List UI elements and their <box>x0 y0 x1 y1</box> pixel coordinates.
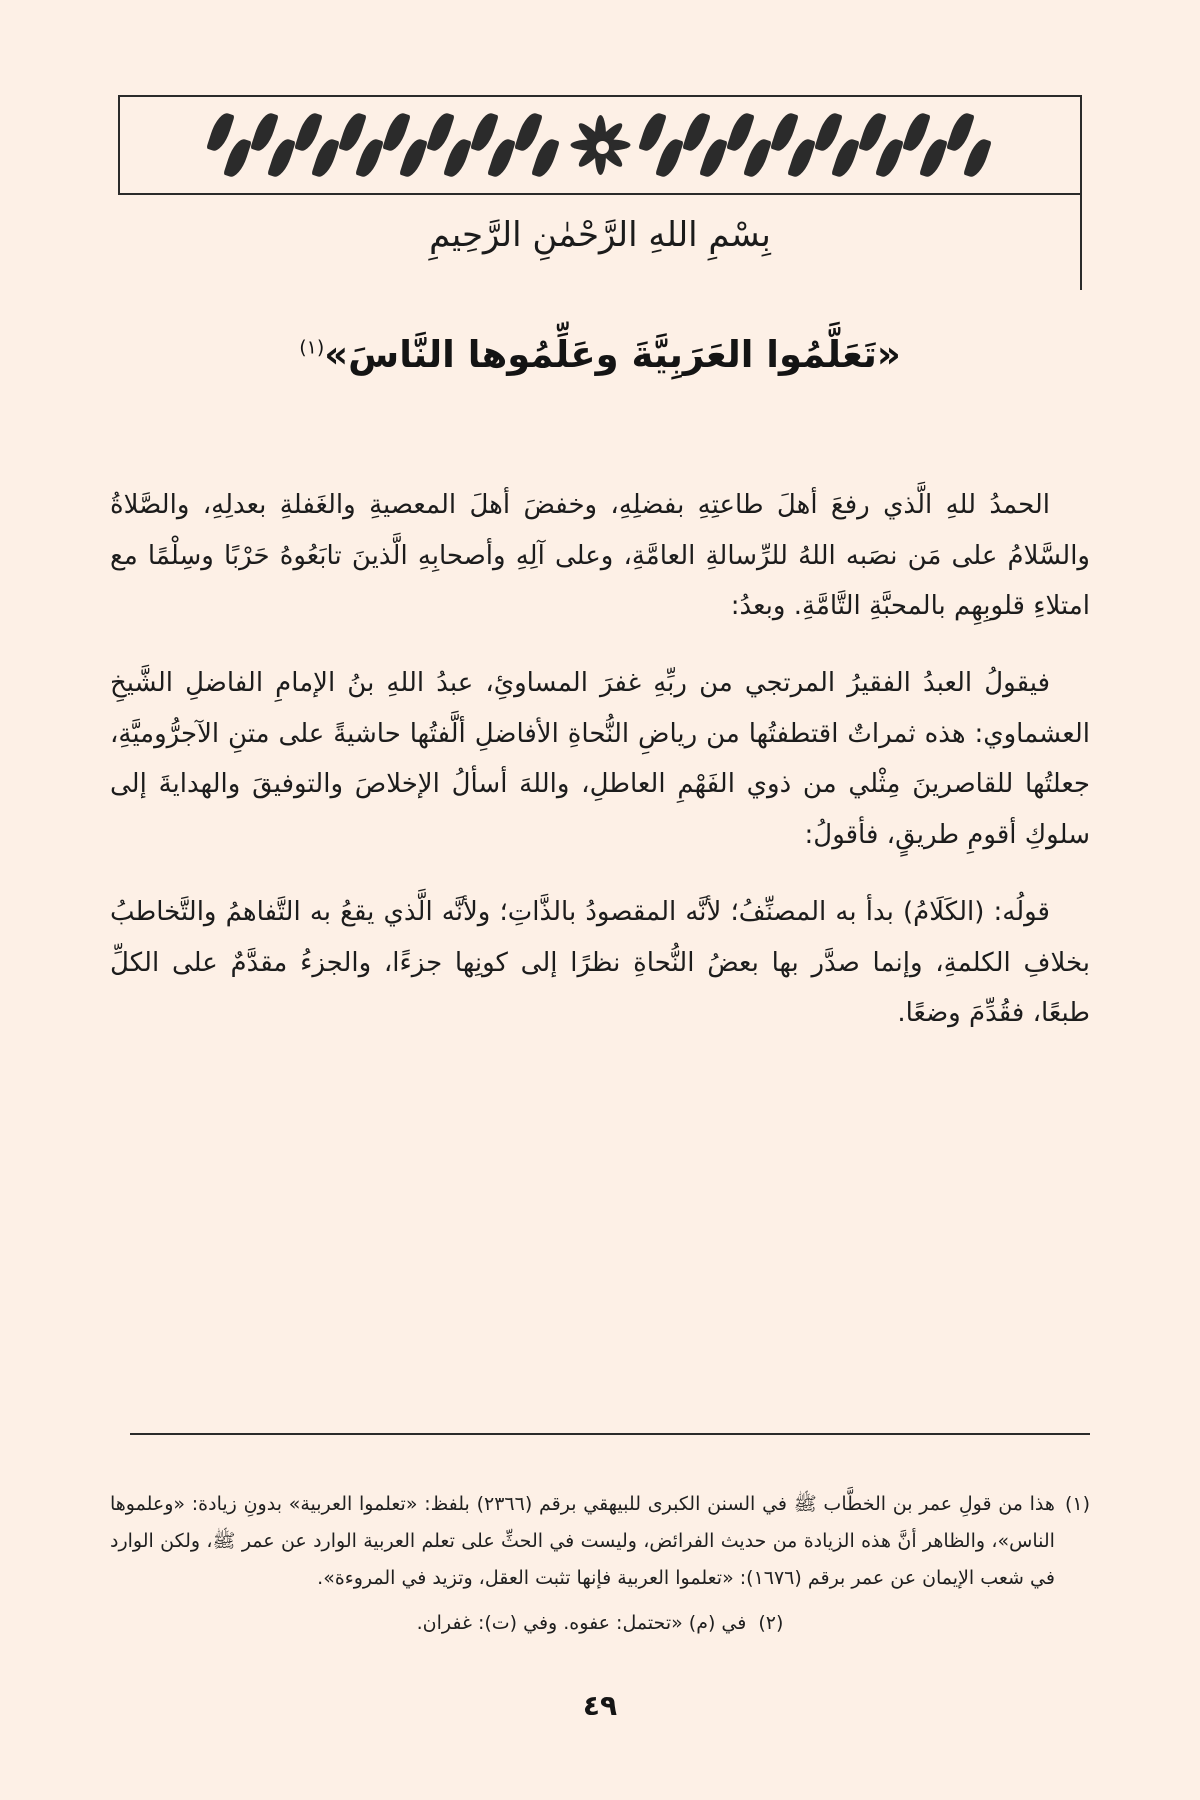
basmala-calligraphy: بِسْمِ اللهِ الرَّحْمٰنِ الرَّحِيمِ <box>429 215 771 255</box>
ornament-row <box>120 97 1080 193</box>
paragraph-1: الحمدُ للهِ الَّذي رفعَ أهلَ طاعتِهِ بفضلِهِ، وخفضَ أهلَ المعصيةِ والغَفلةِ بعدلِهِ، والصَّلاةُ والسَّلامُ على مَن نصَبه اللهُ للرِّسالةِ العامَّةِ، وعلى آلِهِ وأصحابِهِ الَّذينَ تابَعُوهُ حَرْبًا وسِلْمًا مع امتلاءِ قلوبِهِم بالمحبَّةِ التَّامَّةِ. وبعدُ: <box>110 490 1090 622</box>
footnote-marker: (٢) <box>758 1611 784 1634</box>
footnote-marker: (١) <box>1064 1492 1090 1515</box>
leaf-ornament-icon <box>684 109 728 181</box>
leaf-ornament-icon <box>904 109 948 181</box>
page-number: ٤٩ <box>582 1689 618 1722</box>
leaf-ornament-icon <box>640 109 684 181</box>
rosette-ornament-icon <box>564 109 636 181</box>
footnote-text: في (م) «تحتمل: عفوه. وفي (ت): غفران. <box>416 1611 747 1634</box>
footnote-item <box>110 1486 1090 1597</box>
page-title-text: «تَعَلَّمُوا العَرَبِيَّةَ وعَلِّمُوها النَّاسَ» <box>324 332 901 376</box>
leaf-ornament-icon <box>728 109 772 181</box>
leaf-ornament-icon <box>428 109 472 181</box>
leaf-ornament-icon <box>860 109 904 181</box>
leaf-ornament-icon <box>208 109 252 181</box>
paragraph-3: قولُه: (الكَلَامُ) بدأ به المصنِّفُ؛ لأنَّه المقصودُ بالذَّاتِ؛ ولأنَّه الَّذي يقعُ به التَّفاهمُ والتَّخاطبُ بخلافِ الكلمةِ، وإنما صدَّر بها بعضُ النُّحاةِ نظرًا إلى كونِها جزءًا، والجزءُ مقدَّمٌ على الكلِّ طبعًا، فقُدِّمَ وضعًا. <box>110 896 1090 1029</box>
title-footnote-marker: (١) <box>299 336 325 359</box>
leaf-ornament-icon <box>816 109 860 181</box>
footnotes <box>110 1486 1090 1650</box>
body-text <box>110 480 1090 1065</box>
leaf-ornament-icon <box>296 109 340 181</box>
footnote-text: هذا من قولِ عمر بن الخطَّاب ﷺ في السنن الكبرى للبيهقي برقم (٢٣٦٦) بلفظ: «تعلموا العربية» بدونِ زيادة: «وعلموها الناس»، والظاهر أنَّ هذه الزيادة من حديث الفرائض، وليست في الحثِّ على تعلم العربية الوارد عن عمر ﷺ، ولكن الوارد في شعب الإيمان عن عمر برقم (١٦٧٦): «تعلموا العربية فإنها تثبت العقل، وتزيد في المروءة». <box>110 1492 1055 1589</box>
leaf-ornament-icon <box>340 109 384 181</box>
leaf-ornament-icon <box>772 109 816 181</box>
leaf-ornament-icon <box>252 109 296 181</box>
paragraph-2 <box>110 658 1090 861</box>
paragraph-2-text: فيقولُ العبدُ الفقيرُ المرتجي من ربِّهِ غفرَ المساوئِ، عبدُ اللهِ بنُ الإمامِ الفاضلِ الشَّيخِ العشماوي: هذه ثمراتٌ اقتطفتُها من رياضِ النُّحاةِ الأفاضلِ ألَّفتُها حاشيةً على متنِ الآجرُّوميَّةِ، جعلتُها للقاصرينَ مِثْلي من ذوي الفَهْمِ العاطلِ، واللهَ أسألُ الإخلاصَ والتوفيقَ والهدايةَ إلى سلوكِ أقومِ طريقٍ، فأقولُ: <box>110 668 1090 851</box>
leaf-ornament-icon <box>516 109 560 181</box>
leaf-ornament-icon <box>384 109 428 181</box>
page-title <box>110 325 1090 384</box>
leaf-ornament-icon <box>472 109 516 181</box>
footnote-separator <box>130 1433 1090 1435</box>
footnote-item <box>110 1605 1090 1642</box>
leaf-ornament-icon <box>948 109 992 181</box>
ornamental-header-band <box>118 95 1082 195</box>
